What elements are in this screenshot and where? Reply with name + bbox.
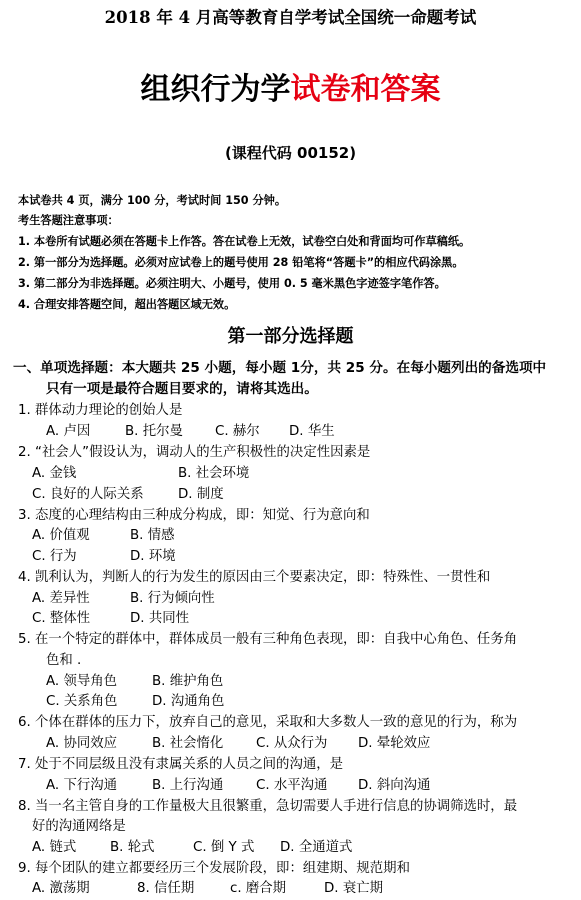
option-a: A. 卢因 bbox=[46, 424, 91, 439]
option-a: A. 激荡期 bbox=[32, 881, 90, 896]
part-title: 第一部分选择题 bbox=[227, 326, 354, 347]
option-c: C. 关系角色 bbox=[46, 694, 118, 709]
option-d: D. 斜向沟通 bbox=[358, 778, 431, 793]
question-stem: 5. 在一个特定的群体中，群体成员一般有三种角色表现，即：自我中心角色、任务角 bbox=[18, 632, 518, 647]
question-stem: 7. 处于不同层级且没有隶属关系的人员之间的沟通，是 bbox=[18, 757, 344, 772]
option-c: C. 倒 Y 式 bbox=[193, 840, 255, 855]
question-stem-cont: 色和 . bbox=[46, 653, 82, 668]
title-black-part: 组织行为学 bbox=[140, 72, 291, 107]
option-b: B. 托尔曼 bbox=[125, 424, 183, 439]
option-b: B. 上行沟通 bbox=[152, 778, 224, 793]
note-line: 本试卷共 4 页，满分 100 分，考试时间 150 分钟。 bbox=[18, 194, 287, 207]
option-d: D. 沟通角色 bbox=[152, 694, 225, 709]
option-d: D. 全通道式 bbox=[280, 840, 353, 855]
option-d: D. 晕轮效应 bbox=[358, 736, 431, 751]
option-b: B. 社会惰化 bbox=[152, 736, 224, 751]
option-a: A. 价值观 bbox=[32, 528, 90, 543]
question-stem-cont: 好的沟通网络是 bbox=[32, 819, 126, 834]
section-instruction: 一、单项选择题：本大题共 25 小题，每小题 1分，共 25 分。在每小题列出的备选项中 bbox=[13, 360, 547, 376]
option-a: A. 下行沟通 bbox=[46, 778, 117, 793]
question-stem: 2. “社会人”假设认为，调动人的生产积极性的决定性因素是 bbox=[18, 445, 371, 460]
option-c: C. 行为 bbox=[32, 549, 77, 564]
option-a: A. 金钱 bbox=[32, 466, 77, 481]
option-b: B. 社会环境 bbox=[178, 466, 250, 481]
option-a: A. 领导角色 bbox=[46, 674, 117, 689]
note-line: 2. 第一部分为选择题。必须对应试卷上的题号使用 28 铅笔将“答题卡”的相应代码涂黑。 bbox=[18, 256, 464, 269]
option-b: B. 情感 bbox=[130, 528, 175, 543]
question-stem: 9. 每个团队的建立都要经历三个发展阶段，即：组建期、规范期和 bbox=[18, 861, 410, 876]
question-stem: 1. 群体动力理论的创始人是 bbox=[18, 403, 183, 418]
course-code: (课程代码 00152) bbox=[224, 144, 357, 162]
exam-header: 2018 年 4 月高等教育自学考试全国统一命题考试 bbox=[104, 8, 477, 27]
option-c: C. 从众行为 bbox=[256, 736, 328, 751]
option-c: C. 整体性 bbox=[32, 611, 91, 626]
question-stem: 3. 态度的心理结构由三种成分构成，即：知觉、行为意向和 bbox=[18, 508, 370, 523]
option-b: B. 行为倾向性 bbox=[130, 591, 215, 606]
question-stem: 6. 个体在群体的压力下，放弃自己的意见，采取和大多数人一致的意见的行为，称为 bbox=[18, 715, 518, 730]
title-red-part: 试卷和答案 bbox=[290, 72, 441, 107]
question-stem: 8. 当一名主管自身的工作量极大且很繁重，急切需要人手进行信息的协调筛选时，最 bbox=[18, 799, 518, 814]
note-line: 1. 本卷所有试题必须在答题卡上作答。答在试卷上无效，试卷空白处和背面均可作草稿纸。 bbox=[18, 235, 471, 248]
option-d: D. 共同性 bbox=[130, 611, 189, 626]
option-c: C. 赫尔 bbox=[215, 424, 260, 439]
option-a: A. 协同效应 bbox=[46, 736, 117, 751]
section-instruction-cont: 只有一项是最符合题目要求的，请将其选出。 bbox=[46, 381, 318, 397]
option-c: C. 水平沟通 bbox=[256, 778, 328, 793]
option-b: B. 维护角色 bbox=[152, 674, 224, 689]
note-line: 4. 合理安排答题空间，超出答题区域无效。 bbox=[18, 298, 236, 311]
note-line: 3. 第二部分为非选择题。必须注明大、小题号，使用 0. 5 毫米黑色字迹签字笔作答。 bbox=[18, 277, 446, 290]
note-line: 考生答题注意事项： bbox=[18, 214, 119, 227]
option-a: A. 差异性 bbox=[32, 591, 90, 606]
option-d: D. 华生 bbox=[289, 424, 335, 439]
option-d: D. 环境 bbox=[130, 549, 176, 564]
option-c: C. 良好的人际关系 bbox=[32, 487, 144, 502]
option-c: c. 磨合期 bbox=[230, 881, 287, 896]
option-b: B. 轮式 bbox=[110, 840, 155, 855]
option-d: D. 制度 bbox=[178, 487, 224, 502]
option-b: 8. 信任期 bbox=[137, 881, 195, 896]
option-d: D. 衰亡期 bbox=[324, 881, 383, 896]
document-title bbox=[0, 64, 581, 108]
question-stem: 4. 凯利认为，判断人的行为发生的原因由三个要素决定，即：特殊性、一贯性和 bbox=[18, 570, 491, 585]
option-a: A. 链式 bbox=[32, 840, 77, 855]
